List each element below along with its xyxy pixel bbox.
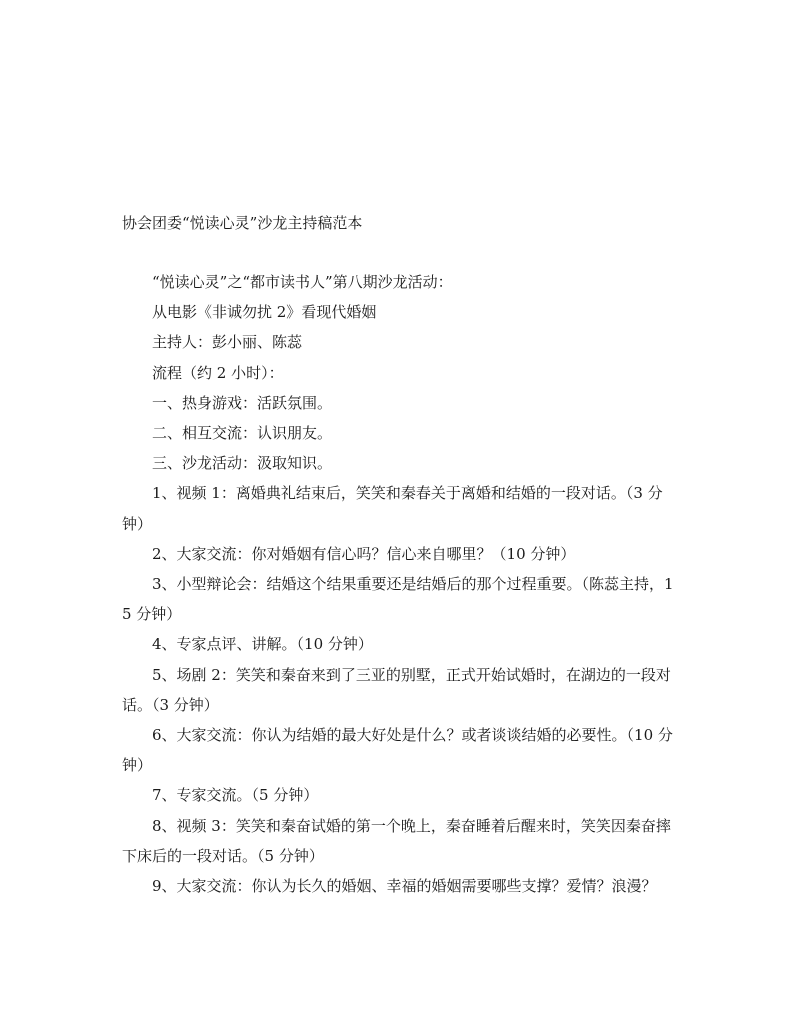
paragraph-step-3: 三、沙龙活动：汲取知识。 [152, 454, 333, 473]
paragraph-item-9: 9、大家交流：你认为长久的婚姻、幸福的婚姻需要哪些支撑？爱情？浪漫？ [152, 877, 657, 896]
paragraph-item-8: 8、视频 3：笑笑和秦奋试婚的第一个晚上，秦奋睡着后醒来时，笑笑因秦奋摔下床后的一段对话。（5 分钟） [122, 816, 671, 865]
paragraph-item-5: 5、场剧 2：笑笑和秦奋来到了三亚的别墅，正式开始试婚时，在湖边的一段对话。（3 分钟） [122, 665, 671, 714]
paragraph-step-1: 一、热身游戏：活跃氛围。 [152, 393, 333, 412]
paragraph-item-4: 4、专家点评、讲解。（10 分钟） [152, 635, 373, 654]
document-body [122, 267, 680, 901]
paragraph-hosts: 主持人：彭小丽、陈蕊 [152, 333, 303, 352]
paragraph-item-3: 3、小型辩论会：结婚这个结果重要还是结婚后的那个过程重要。（陈蕊主持，15 分钟） [122, 575, 674, 624]
paragraph-activity-name: “悦读心灵”之“都市读书人”第八期沙龙活动： [152, 273, 453, 291]
paragraph-schedule: 流程（约 2 小时）： [152, 363, 284, 382]
paragraph-item-7: 7、专家交流。（5 分钟） [152, 786, 319, 805]
paragraph-item-6: 6、大家交流：你认为结婚的最大好处是什么？或者谈谈结婚的必要性。（10 分钟） [122, 726, 673, 775]
paragraph-item-2: 2、大家交流：你对婚姻有信心吗？信心来自哪里？（10 分钟） [152, 544, 576, 563]
paragraph-step-2: 二、相互交流：认识朋友。 [152, 424, 333, 443]
paragraph-topic: 从电影《非诚勿扰 2》看现代婚姻 [152, 303, 377, 322]
document-title: 协会团委“悦读心灵”沙龙主持稿范本 [122, 214, 363, 232]
paragraph-item-1: 1、视频 1：离婚典礼结束后，笑笑和秦春关于离婚和结婚的一段对话。（3 分钟） [122, 484, 663, 533]
